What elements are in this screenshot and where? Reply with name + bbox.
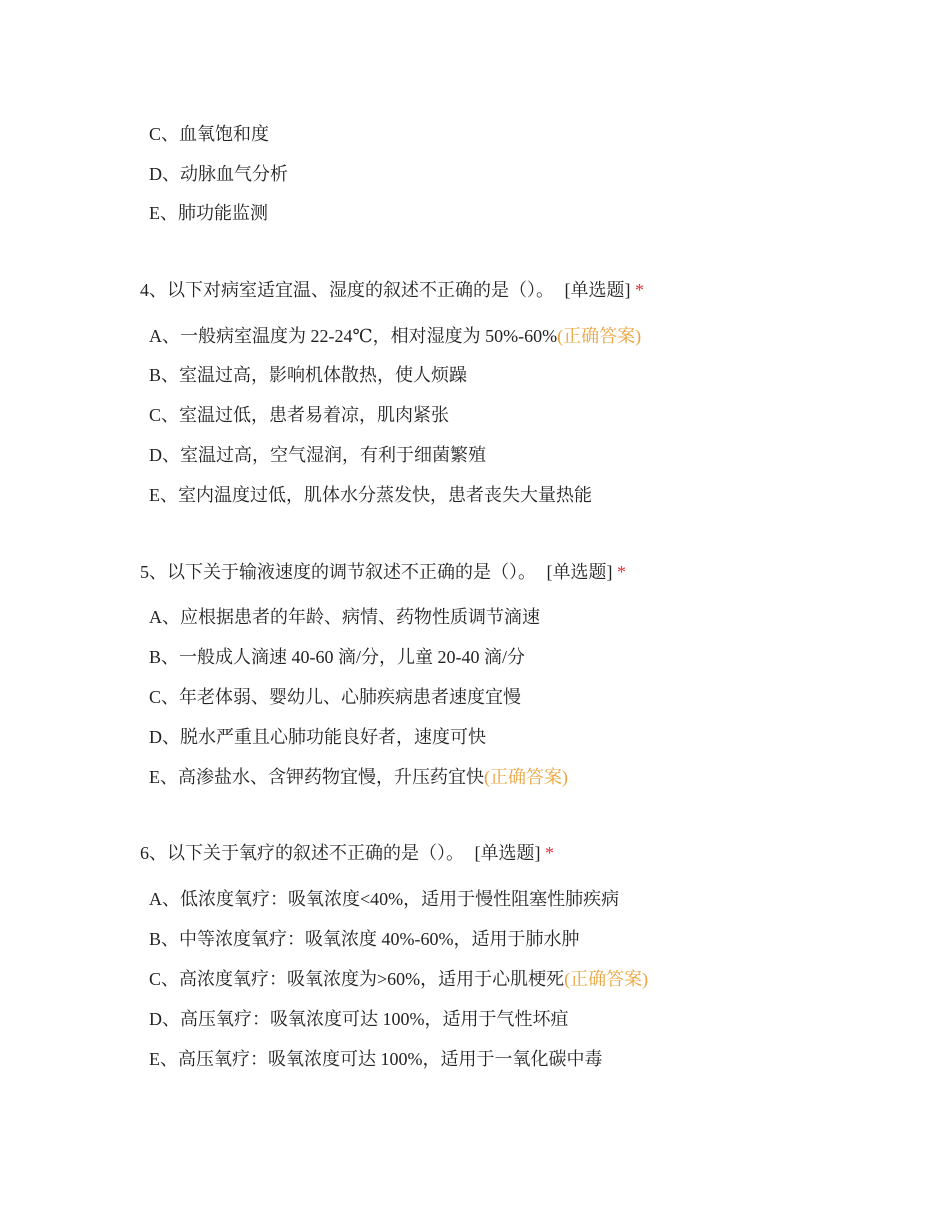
question-type: [单选题] [546,562,613,582]
q4-option-e [149,484,592,506]
question-text: 6、以下关于氧疗的叙述不正确的是（）。 [140,843,464,863]
required-star: * [635,280,644,300]
option-text: E、高渗盐水、含钾药物宜慢，升压药宜快 [149,767,484,787]
option-text: C、血氧饱和度 [149,124,270,144]
correct-answer-mark: (正确答案) [564,969,649,989]
q6-option-d [149,1008,569,1030]
q6-option-c [149,968,648,990]
question-4-title [140,279,644,301]
q4-option-d [149,444,486,466]
option-text: B、室温过高，影响机体散热，使人烦躁 [149,365,468,385]
q4-option-b [149,364,467,386]
prev-option-d [149,163,288,185]
correct-answer-mark: (正确答案) [557,326,642,346]
option-text: D、室温过高，空气湿润，有利于细菌繁殖 [149,445,486,465]
q5-option-a [149,606,540,628]
option-text: E、高压氧疗：吸氧浓度可达 100%，适用于一氧化碳中毒 [149,1049,603,1069]
option-text: E、室内温度过低，肌体水分蒸发快，患者丧失大量热能 [149,485,592,505]
q5-option-e [149,766,568,788]
option-text: A、一般病室温度为 22-24℃，相对湿度为 50%-60% [149,326,558,346]
option-text: C、高浓度氧疗：吸氧浓度为>60%，适用于心肌梗死 [149,969,565,989]
option-text: D、脱水严重且心肺功能良好者，速度可快 [149,727,486,747]
question-type: [单选题] [564,280,631,300]
prev-option-e [149,202,268,224]
q5-option-d [149,726,486,748]
q6-option-e [149,1048,603,1070]
option-text: E、肺功能监测 [149,203,268,223]
option-text: C、年老体弱、婴幼儿、心肺疾病患者速度宜慢 [149,687,522,707]
q6-option-b [149,928,580,950]
question-6-title [140,842,554,864]
option-text: A、低浓度氧疗：吸氧浓度<40%，适用于慢性阻塞性肺疾病 [149,889,620,909]
question-text: 5、以下关于输液速度的调节叙述不正确的是（）。 [140,562,536,582]
required-star: * [545,843,554,863]
option-text: D、高压氧疗：吸氧浓度可达 100%，适用于气性坏疽 [149,1009,569,1029]
option-text: B、一般成人滴速 40-60 滴/分，儿童 20-40 滴/分 [149,647,525,667]
option-text: B、中等浓度氧疗：吸氧浓度 40%-60%，适用于肺水肿 [149,929,580,949]
question-type: [单选题] [474,843,541,863]
question-text: 4、以下对病室适宜温、湿度的叙述不正确的是（）。 [140,280,554,300]
q5-option-c [149,686,521,708]
q4-option-a [149,325,641,347]
option-text: C、室温过低，患者易着凉，肌肉紧张 [149,405,450,425]
correct-answer-mark: (正确答案) [484,767,568,787]
required-star: * [617,562,626,582]
q5-option-b [149,646,525,668]
q6-option-a [149,888,619,910]
option-text: A、应根据患者的年龄、病情、药物性质调节滴速 [149,607,540,627]
prev-option-c [149,123,269,145]
question-5-title [140,561,626,583]
option-text: D、动脉血气分析 [149,164,288,184]
q4-option-c [149,404,449,426]
